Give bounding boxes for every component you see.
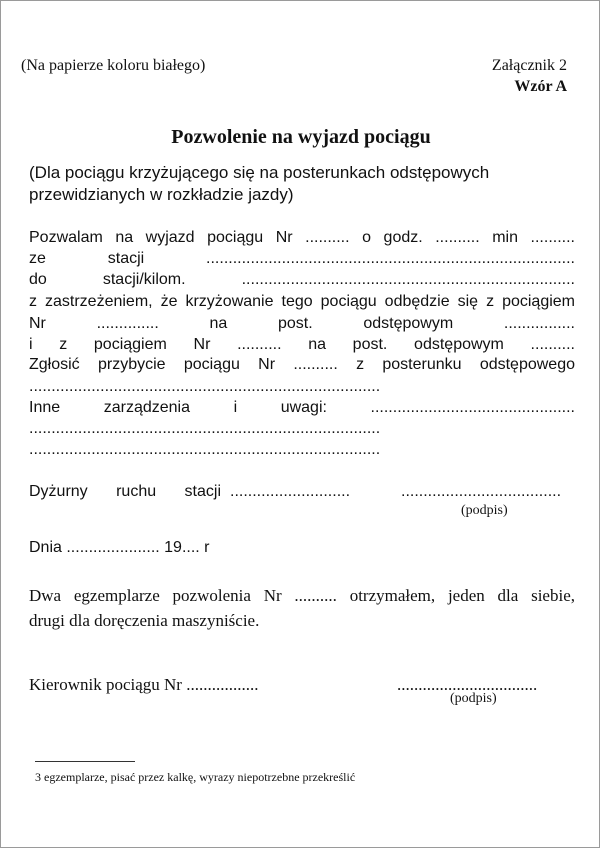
document-title: Pozwolenie na wyjazd pociągu: [171, 126, 431, 148]
form-line-second-train: i z pociągiem Nr .......... na post. odstępowym ..........: [29, 336, 575, 353]
conductor-label: Kierownik pociągu Nr .................: [29, 675, 259, 694]
paper-note: (Na papierze koloru białego): [21, 57, 206, 74]
template-label: Wzór A: [514, 78, 567, 95]
dispatcher-signature-caption: (podpis): [461, 503, 508, 518]
date-line: Dnia ..................... 19.... r: [29, 539, 210, 556]
footnote-divider: [35, 761, 135, 762]
form-line-from-station: ze stacji ...................................................................................: [29, 250, 575, 267]
receipt-line-2: drugi dla doręczenia maszyniście.: [29, 611, 260, 630]
dispatcher-label: Dyżurny ruchu stacji: [29, 483, 221, 500]
form-line-train-departure: Pozwalam na wyjazd pociągu Nr .......... o godz. .......... min ..........: [29, 229, 575, 246]
receipt-line-1: Dwa egzemplarze pozwolenia Nr .......... otrzymałem, jeden dla siebie,: [29, 586, 575, 605]
subtitle-line-2: przewidzianych w rozkładzie jazdy): [29, 185, 294, 204]
dispatcher-signature-dots: ....................................: [401, 483, 562, 500]
footnote: 3 egzemplarze, pisać przez kalkę, wyrazy niepotrzebne przekreślić: [35, 770, 356, 784]
form-line-blank-1: ...............................................................................: [29, 378, 381, 395]
form-line-crossing-train: Nr .............. na post. odstępowym ................: [29, 315, 575, 332]
form-line-blank-3: ...............................................................................: [29, 441, 381, 458]
attachment-label: Załącznik 2: [491, 57, 567, 74]
form-line-blank-2: ...............................................................................: [29, 420, 381, 437]
subtitle-line-1: (Dla pociągu krzyżującego się na posterunkach odstępowych: [29, 163, 490, 182]
form-line-to-station: do stacji/kilom. ...........................................................................: [29, 271, 575, 288]
dispatcher-dots: ...........................: [230, 483, 351, 500]
form-line-report-arrival: Zgłosić przybycie pociągu Nr .......... z posterunku odstępowego: [29, 356, 575, 373]
conductor-signature-dots: .................................: [397, 675, 538, 694]
form-line-other-orders: Inne zarządzenia i uwagi: ..............................................: [29, 399, 575, 416]
conductor-signature-caption: (podpis): [450, 691, 497, 706]
form-line-reservation: z zastrzeżeniem, że krzyżowanie tego pociągu odbędzie się z pociągiem: [29, 293, 575, 310]
